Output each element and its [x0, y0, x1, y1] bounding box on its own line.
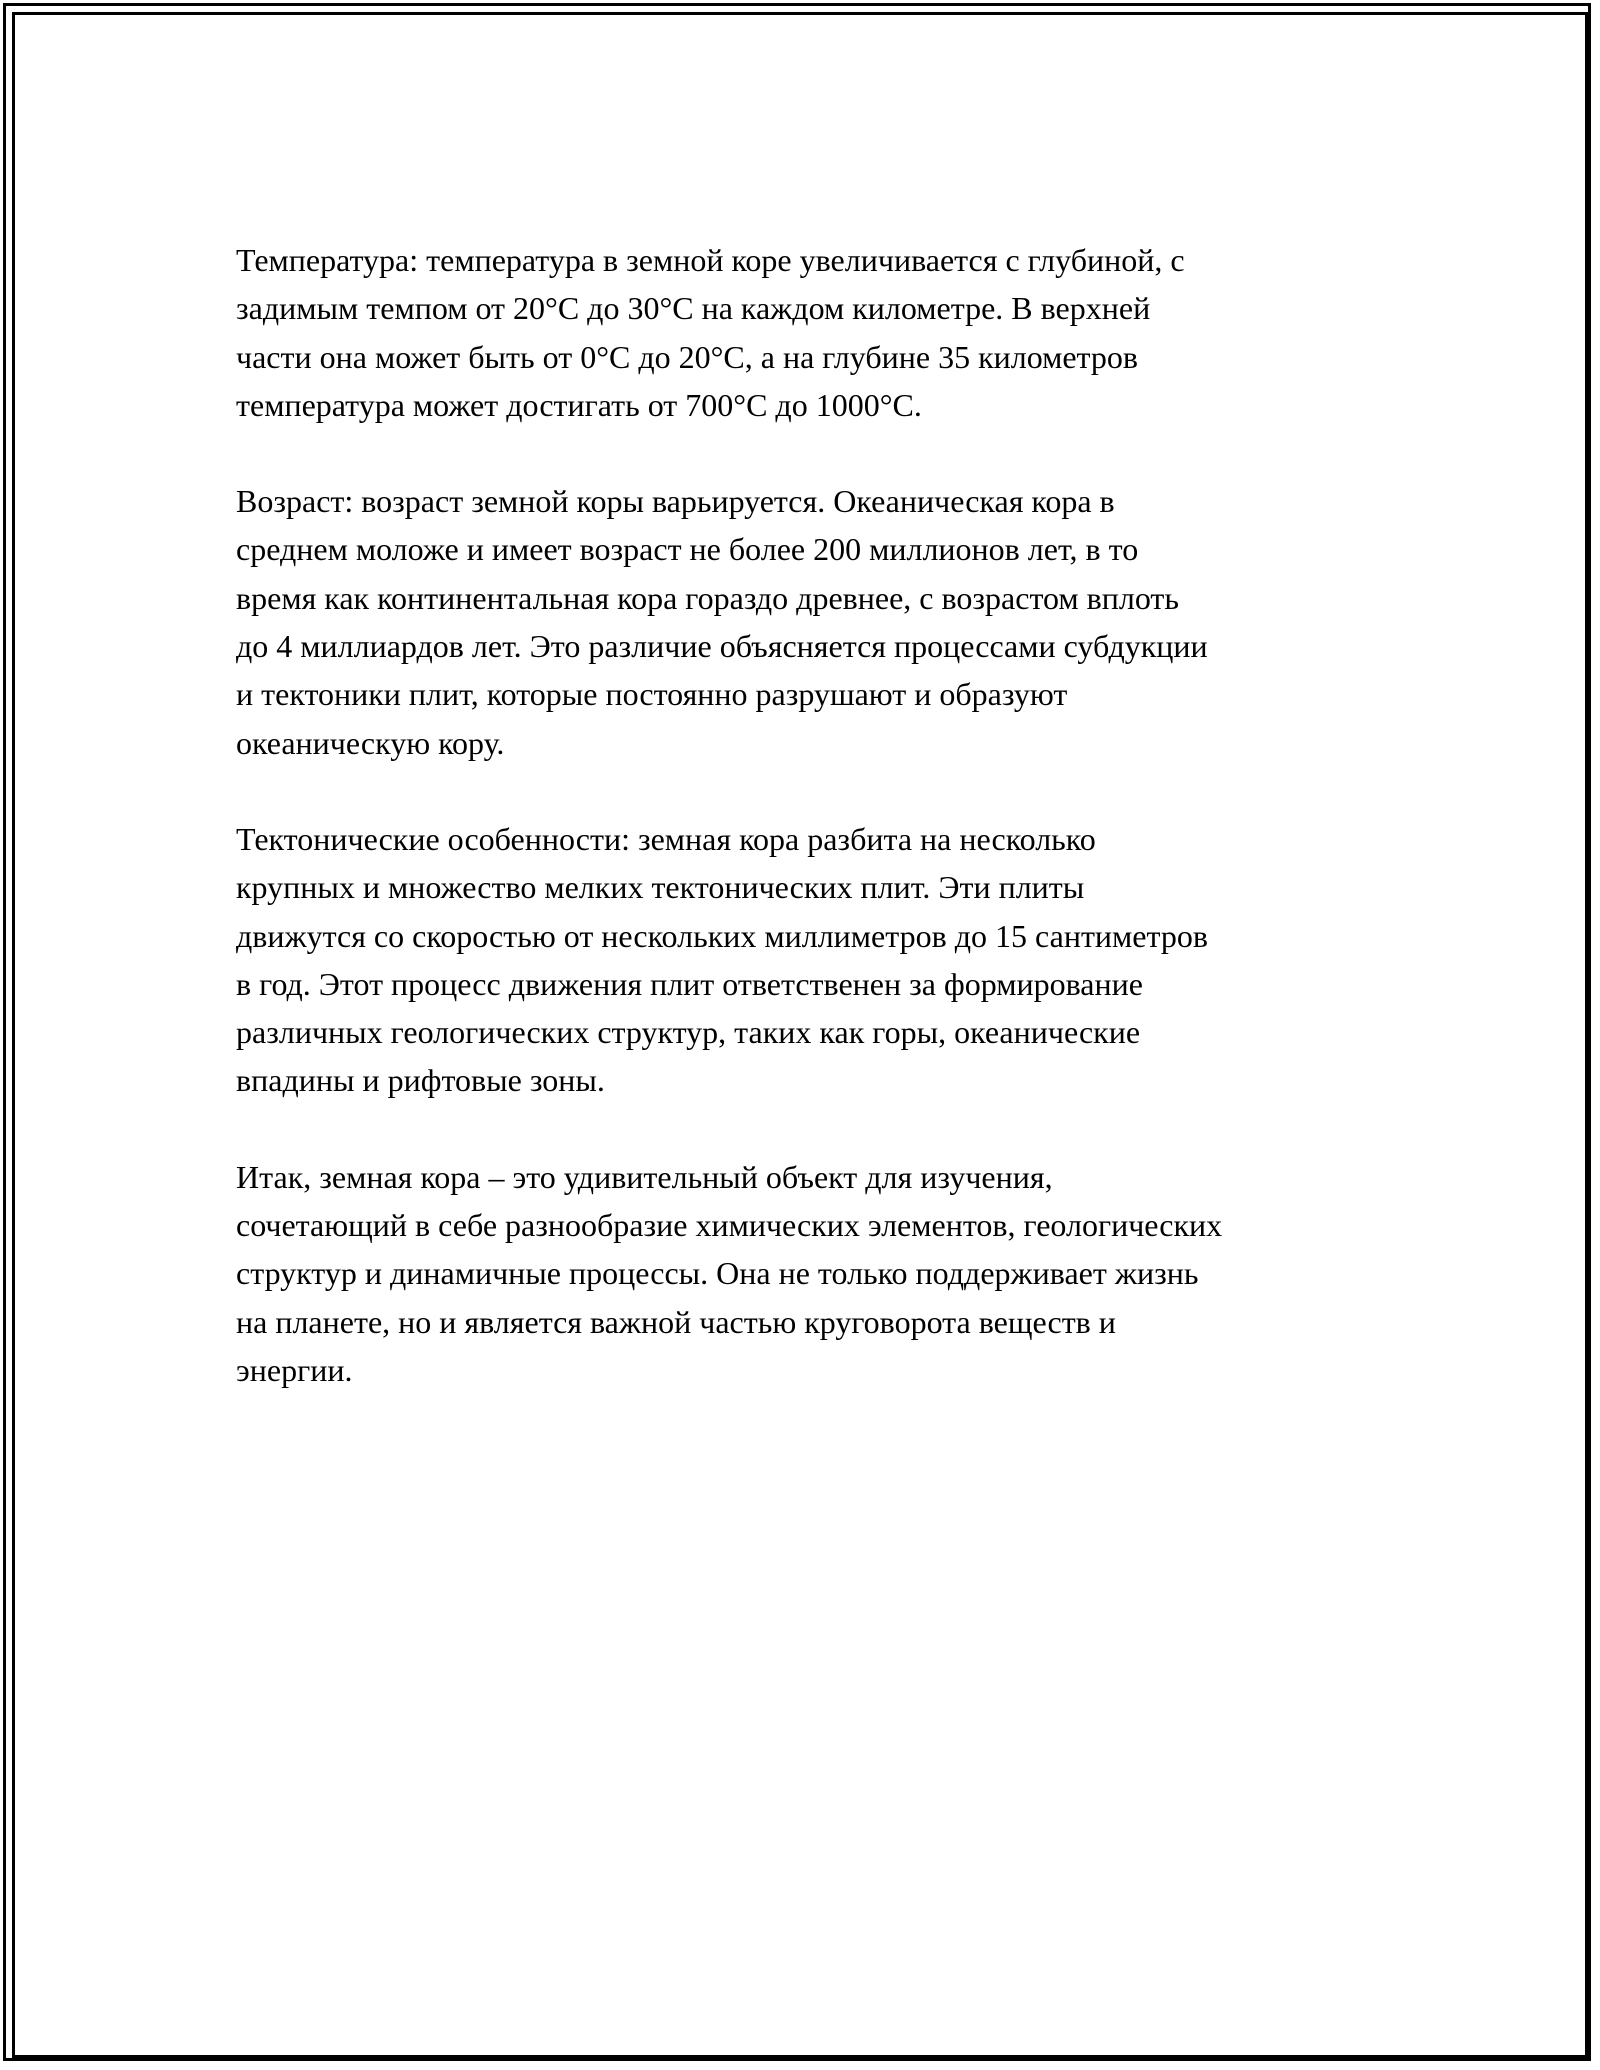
paragraph-conclusion: Итак, земная кора – это удивительный объект для изучения, сочетающий в себе разнообразие химических элементов, геологических структур и динамичные процессы. Она не только поддерживает жизнь на планете, но и является важной частью круговорота веществ и энергии. — [236, 1158, 1223, 1388]
document-body — [236, 236, 1386, 1442]
paragraph-temperature: Температура: температура в земной коре увеличивается с глубиной, с задимым темпом от 20°C до 30°C на каждом километре. В верхней части она может быть от 0°C до 20°C, а на глубине 35 километров температура может достигать от 700°C до 1000°C. — [236, 242, 1185, 423]
paragraph-age: Возраст: возраст земной коры варьируется. Океаническая кора в среднем моложе и имеет возраст не более 200 миллионов лет, в то время как континентальная кора гораздо древнее, с возрастом вплоть до 4 миллиардов лет. Это различие объясняется процессами субдукции и тектоники плит, которые постоянно разрушают и образуют океаническую кору. — [236, 483, 1208, 761]
paragraph-tectonics: Тектонические особенности: земная кора разбита на несколько крупных и множество мелких тектонических плит. Эти плиты движутся со скоростью от нескольких миллиметров до 15 сантиметров в год. Этот процесс движения плит ответственен за формирование различных геологических структур, таких как горы, океанические впадины и рифтовые зоны. — [236, 820, 1208, 1099]
